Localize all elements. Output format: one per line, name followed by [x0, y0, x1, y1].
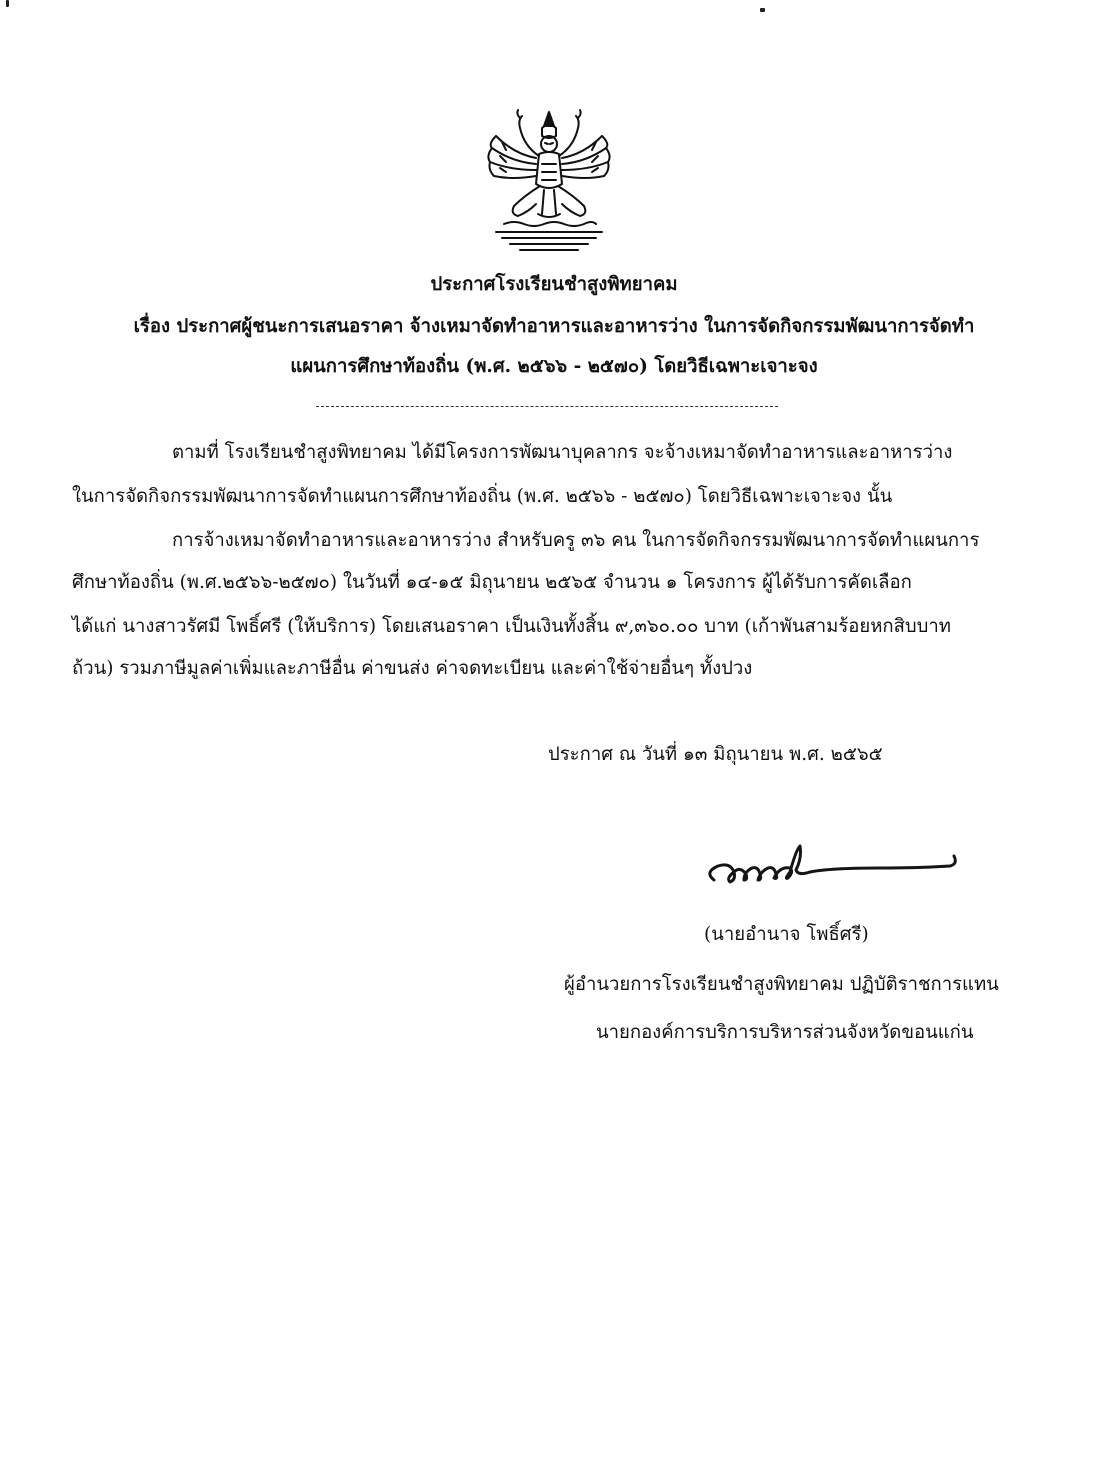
scan-speck	[6, 0, 9, 7]
paragraph-1-line-1: ตามที่ โรงเรียนชำสูงพิทยาคม ได้มีโครงการพัฒนาบุคลากร จะจ้างเหมาจัดทำอาหารและอาหารว่าง	[172, 442, 953, 463]
paragraph-2-line-1: การจ้างเหมาจัดทำอาหารและอาหารว่าง สำหรับครู ๓๖ คน ในการจัดกิจกรรมพัฒนาการจัดทำแผนการ	[172, 530, 980, 551]
paragraph-2-line-4: ถ้วน) รวมภาษีมูลค่าเพิ่มและภาษีอื่น ค่าขนส่ง ค่าจดทะเบียน และค่าใช้จ่ายอื่นๆ ทั้งปวง	[72, 658, 753, 679]
signatory-position-line-1: ผู้อำนวยการโรงเรียนชำสูงพิทยาคม ปฏิบัติราชการแทน	[564, 974, 999, 995]
signatory-position-line-2: นายกองค์การบริการบริหารส่วนจังหวัดขอนแก่น	[596, 1022, 974, 1043]
handwritten-signature	[700, 842, 970, 902]
signatory-name: (นายอำนาจ โพธิ์ศรี)	[704, 924, 869, 945]
header-divider	[316, 406, 778, 407]
garuda-emblem-icon	[484, 106, 614, 256]
announcement-title: ประกาศโรงเรียนชำสูงพิทยาคม	[430, 274, 678, 295]
announcement-date: ประกาศ ณ วันที่ ๑๓ มิถุนายน พ.ศ. ๒๕๖๕	[548, 744, 883, 765]
paragraph-1-line-2: ในการจัดกิจกรรมพัฒนาการจัดทำแผนการศึกษาท้องถิ่น (พ.ศ. ๒๕๖๖ - ๒๕๗๐) โดยวิธีเฉพาะเจาะจง นั้น	[72, 486, 893, 507]
paragraph-2-line-3: ได้แก่ นางสาวรัศมี โพธิ์ศรี (ให้บริการ) โดยเสนอราคา เป็นเงินทั้งสิ้น ๙,๓๖๐.๐๐ บาท (เก้าพันสามร้อยหกสิบบาท	[72, 616, 951, 637]
paragraph-2-line-2: ศึกษาท้องถิ่น (พ.ศ.๒๕๖๖-๒๕๗๐) ในวันที่ ๑๔-๑๕ มิถุนายน ๒๕๖๕ จำนวน ๑ โครงการ ผู้ได้รับการคัดเลือก	[72, 572, 912, 593]
scan-speck	[760, 8, 765, 12]
announcement-subject-line-2: แผนการศึกษาท้องถิ่น (พ.ศ. ๒๕๖๖ - ๒๕๗๐) โดยวิธีเฉพาะเจาะจง	[290, 356, 818, 377]
announcement-subject-line-1: เรื่อง ประกาศผู้ชนะการเสนอราคา จ้างเหมาจัดทำอาหารและอาหารว่าง ในการจัดกิจกรรมพัฒนาการจัดทำ	[133, 316, 975, 337]
